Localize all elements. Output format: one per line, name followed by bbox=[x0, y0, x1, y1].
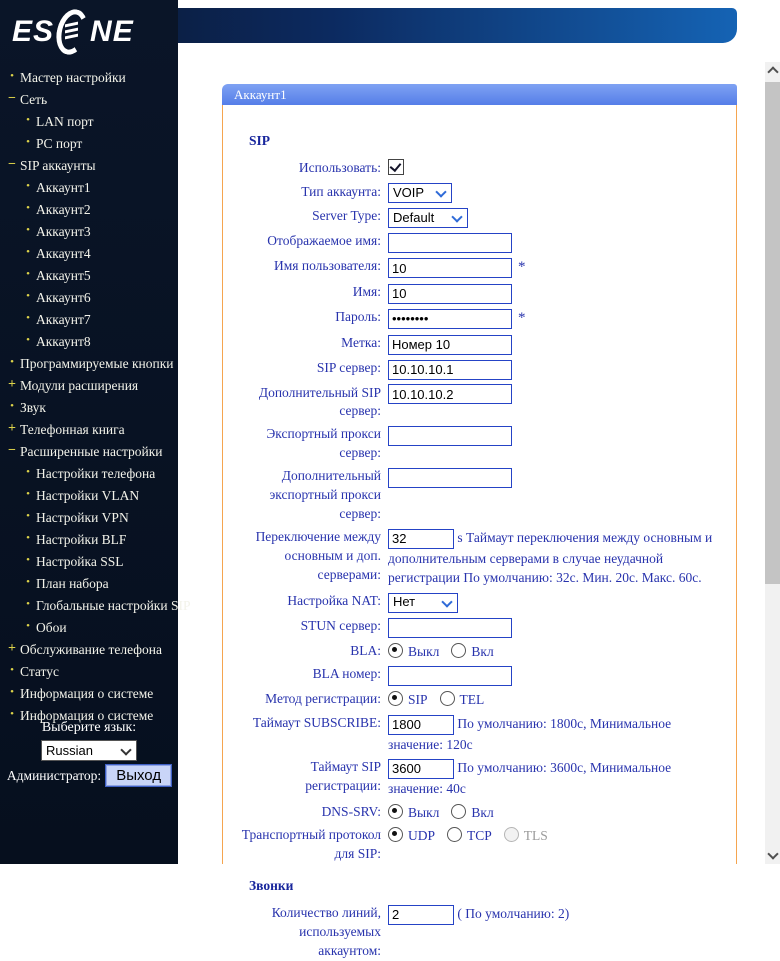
sidebar-item-label: Аккаунт1 bbox=[36, 180, 91, 195]
sidebar-item[interactable] bbox=[0, 462, 178, 484]
scrollbar[interactable] bbox=[765, 62, 780, 864]
field-control bbox=[381, 308, 726, 330]
dot-marker-icon: • bbox=[26, 620, 30, 632]
dot-marker-icon: • bbox=[10, 686, 14, 698]
form-row bbox=[241, 803, 726, 823]
sidebar-item-label: Настройки VLAN bbox=[36, 488, 140, 503]
minus-marker-icon: − bbox=[8, 91, 16, 106]
sidebar-item[interactable] bbox=[0, 418, 178, 440]
text-input[interactable] bbox=[388, 233, 512, 253]
form-row bbox=[241, 232, 726, 253]
radio-label: TCP bbox=[467, 828, 492, 844]
field-control bbox=[381, 257, 726, 279]
scrollbar-thumb[interactable] bbox=[765, 82, 780, 584]
sidebar bbox=[0, 0, 191, 864]
sidebar-item-label: Настройки BLF bbox=[36, 532, 127, 547]
sidebar-item[interactable] bbox=[0, 616, 178, 638]
sidebar-item-label: Глобальные настройки SIP bbox=[36, 598, 191, 613]
select-value: Default bbox=[393, 209, 435, 225]
field-control bbox=[381, 642, 726, 662]
required-asterisk: * bbox=[518, 259, 526, 276]
sidebar-item[interactable] bbox=[0, 66, 178, 88]
text-input[interactable] bbox=[388, 258, 512, 278]
field-control bbox=[381, 425, 726, 463]
sidebar-item-label: Сеть bbox=[20, 92, 48, 107]
text-input[interactable] bbox=[388, 284, 512, 304]
field-control bbox=[381, 826, 726, 864]
sidebar-item-label: Информация о системе bbox=[20, 686, 154, 701]
sidebar-item-label: Информация о системе bbox=[20, 708, 154, 723]
form-row bbox=[241, 642, 726, 662]
field-control bbox=[381, 714, 726, 754]
form-row bbox=[241, 425, 726, 463]
field-control bbox=[381, 467, 726, 524]
form-row bbox=[241, 467, 726, 524]
form-row bbox=[241, 690, 726, 710]
field-label: STUN сервер: bbox=[300, 617, 381, 633]
radio-option[interactable] bbox=[388, 828, 435, 843]
dot-marker-icon: • bbox=[10, 400, 14, 412]
account-panel bbox=[222, 84, 737, 958]
radio-option bbox=[504, 828, 548, 843]
dropdown-select[interactable] bbox=[388, 593, 458, 613]
dot-marker-icon: • bbox=[26, 290, 30, 302]
text-input[interactable] bbox=[388, 335, 512, 355]
field-label: Таймаут SIP регистрации: bbox=[305, 759, 381, 793]
field-control bbox=[381, 384, 726, 422]
radio-button[interactable] bbox=[451, 804, 466, 819]
dot-marker-icon: • bbox=[10, 70, 14, 82]
dropdown-select[interactable] bbox=[388, 183, 452, 203]
radio-button[interactable] bbox=[388, 643, 403, 658]
sidebar-item[interactable] bbox=[0, 330, 178, 352]
select-value: Нет bbox=[393, 594, 416, 610]
sidebar-item[interactable] bbox=[0, 286, 178, 308]
sidebar-item-label: Настройки телефона bbox=[36, 466, 156, 481]
sidebar-item[interactable] bbox=[0, 660, 178, 682]
field-control bbox=[381, 904, 726, 961]
form-row bbox=[241, 384, 726, 422]
radio-button bbox=[504, 827, 519, 842]
select-value: VOIP bbox=[393, 185, 425, 201]
dot-marker-icon: • bbox=[26, 554, 30, 566]
language-box bbox=[0, 720, 178, 786]
radio-label: Выкл bbox=[408, 804, 440, 820]
sidebar-item-label: Настройки VPN bbox=[36, 510, 129, 525]
radio-option[interactable] bbox=[440, 692, 485, 707]
sidebar-item[interactable] bbox=[0, 308, 178, 330]
sidebar-item[interactable] bbox=[0, 88, 178, 110]
dot-marker-icon: • bbox=[26, 268, 30, 280]
sidebar-item[interactable] bbox=[0, 396, 178, 418]
sidebar-menu bbox=[0, 66, 191, 726]
sidebar-item-label: Программируемые кнопки bbox=[20, 356, 174, 371]
radio-button[interactable] bbox=[447, 827, 462, 842]
field-hint: ( По умолчанию: 2) bbox=[454, 905, 570, 921]
form-row bbox=[241, 826, 726, 864]
text-input[interactable] bbox=[388, 905, 454, 925]
sidebar-item-label: Мастер настройки bbox=[20, 70, 126, 85]
form-row bbox=[241, 758, 726, 798]
radio-label: TEL bbox=[459, 692, 485, 708]
sidebar-item[interactable] bbox=[0, 506, 178, 528]
text-input[interactable] bbox=[388, 468, 512, 488]
field-control bbox=[381, 803, 726, 823]
password-input[interactable] bbox=[388, 309, 512, 329]
minus-marker-icon: − bbox=[8, 443, 16, 458]
sidebar-item-label: SIP аккаунты bbox=[20, 158, 96, 173]
field-label: Настройка NAT: bbox=[287, 592, 381, 608]
dot-marker-icon: • bbox=[26, 510, 30, 522]
field-label: Дополнительный экспортный прокси сервер: bbox=[269, 468, 381, 521]
section-heading: Звонки bbox=[249, 877, 294, 893]
field-control bbox=[381, 528, 726, 588]
field-control bbox=[381, 232, 726, 253]
field-hint: s Таймаут переключения между основным и дополнительным серверами в случае неудачной регистрации По умолчанию: 32с. Мин. 20с. Макс. 60с. bbox=[388, 529, 713, 586]
field-label: Количество линий, используемых аккаунтом: bbox=[271, 904, 381, 958]
sidebar-item[interactable] bbox=[0, 484, 178, 506]
field-label: Использовать: bbox=[298, 160, 381, 175]
form-row bbox=[241, 617, 726, 638]
text-input[interactable] bbox=[388, 529, 454, 549]
sidebar-item-label: Статус bbox=[20, 664, 59, 679]
dot-marker-icon: • bbox=[26, 532, 30, 544]
sidebar-item-label: Расширенные настройки bbox=[20, 444, 163, 459]
radio-label: Вкл bbox=[471, 643, 494, 659]
dot-marker-icon: • bbox=[26, 114, 30, 126]
field-control bbox=[381, 665, 726, 686]
sidebar-item[interactable] bbox=[0, 682, 178, 704]
sidebar-item-label: Аккаунт6 bbox=[36, 290, 91, 305]
field-control bbox=[381, 359, 726, 380]
field-hint: По умолчанию: 3600с, Минимальное значение: 40с bbox=[388, 760, 672, 796]
field-hint: По умолчанию: 1800с, Минимальное значение: 120с bbox=[388, 715, 672, 752]
radio-button[interactable] bbox=[388, 804, 403, 819]
sidebar-item[interactable] bbox=[0, 352, 178, 374]
form-row bbox=[241, 257, 726, 279]
field-label: Пароль: bbox=[335, 308, 381, 324]
enable-checkbox[interactable] bbox=[388, 159, 404, 175]
field-label: SIP сервер: bbox=[316, 359, 381, 375]
form-row bbox=[241, 714, 726, 754]
sidebar-item[interactable] bbox=[0, 242, 178, 264]
radio-option[interactable] bbox=[388, 644, 439, 659]
chevron-down-icon bbox=[451, 212, 462, 223]
field-label: Имя: bbox=[352, 284, 381, 300]
dot-marker-icon: • bbox=[26, 334, 30, 346]
logout-button[interactable]: Выход bbox=[106, 765, 171, 786]
field-control bbox=[381, 334, 726, 355]
logo-text-left: ES bbox=[12, 15, 55, 48]
dot-marker-icon: • bbox=[26, 576, 30, 588]
radio-button[interactable] bbox=[388, 827, 403, 842]
dot-marker-icon: • bbox=[26, 598, 30, 610]
field-label: Транспортный протокол для SIP: bbox=[241, 827, 381, 861]
sidebar-item[interactable] bbox=[0, 440, 178, 462]
sidebar-item-label: Аккаунт4 bbox=[36, 246, 91, 261]
text-input[interactable] bbox=[388, 360, 512, 380]
dropdown-select[interactable] bbox=[388, 208, 468, 228]
field-label: Метка: bbox=[341, 334, 381, 350]
text-input[interactable] bbox=[388, 759, 454, 779]
sidebar-item-label: Настройка SSL bbox=[36, 554, 124, 569]
form-row bbox=[241, 665, 726, 686]
sidebar-item[interactable] bbox=[0, 154, 178, 176]
dot-marker-icon: • bbox=[26, 488, 30, 500]
radio-button[interactable] bbox=[451, 643, 466, 658]
dot-marker-icon: • bbox=[10, 356, 14, 368]
sidebar-item-label: Аккаунт8 bbox=[36, 334, 91, 349]
sidebar-item-label: Телефонная книга bbox=[20, 422, 125, 437]
field-label: Server Type: bbox=[312, 208, 381, 224]
field-control bbox=[381, 283, 726, 304]
field-label: BLA номер: bbox=[312, 666, 381, 682]
sidebar-item[interactable] bbox=[0, 264, 178, 286]
form-row bbox=[241, 207, 726, 228]
language-select-value: Russian bbox=[46, 743, 93, 758]
dot-marker-icon: • bbox=[10, 664, 14, 676]
sidebar-item-label: План набора bbox=[36, 576, 109, 591]
sidebar-item-label: Звук bbox=[20, 400, 46, 415]
radio-option[interactable] bbox=[447, 828, 492, 843]
field-control bbox=[381, 758, 726, 798]
text-input[interactable] bbox=[388, 618, 512, 638]
form-row bbox=[241, 159, 726, 179]
field-label: BLA: bbox=[350, 642, 381, 658]
plus-marker-icon: + bbox=[8, 377, 16, 392]
sidebar-item[interactable] bbox=[0, 374, 178, 396]
sidebar-item[interactable] bbox=[0, 132, 178, 154]
sidebar-item-label: Модули расширения bbox=[20, 378, 139, 393]
field-control bbox=[381, 690, 726, 710]
form-row bbox=[241, 283, 726, 304]
form-row bbox=[241, 528, 726, 588]
radio-label: Вкл bbox=[471, 804, 494, 820]
sidebar-item[interactable] bbox=[0, 572, 178, 594]
field-control bbox=[381, 207, 726, 228]
field-label: Метод регистрации: bbox=[265, 691, 381, 707]
text-input[interactable] bbox=[388, 384, 512, 404]
form-row bbox=[241, 183, 726, 204]
chevron-down-icon bbox=[441, 596, 452, 607]
dot-marker-icon: • bbox=[26, 224, 30, 236]
sidebar-item[interactable] bbox=[0, 198, 178, 220]
field-label: Отображаемое имя: bbox=[267, 233, 381, 249]
dot-marker-icon: • bbox=[26, 312, 30, 324]
dot-marker-icon: • bbox=[26, 180, 30, 192]
logo-text-right: NE bbox=[90, 15, 134, 48]
minus-marker-icon: − bbox=[8, 157, 16, 172]
sidebar-item[interactable] bbox=[0, 110, 178, 132]
radio-label: SIP bbox=[408, 692, 428, 708]
radio-label: UDP bbox=[408, 828, 436, 844]
text-input[interactable] bbox=[388, 715, 454, 735]
escene-logo bbox=[12, 8, 134, 56]
radio-option[interactable] bbox=[388, 805, 439, 820]
sidebar-item-label: Обслуживание телефона bbox=[20, 642, 162, 657]
field-label: Дополнительный SIP сервер: bbox=[258, 384, 381, 419]
field-label: Имя пользователя: bbox=[274, 258, 381, 274]
sidebar-item-label: Аккаунт3 bbox=[36, 224, 91, 239]
radio-option[interactable] bbox=[388, 692, 428, 707]
form-row bbox=[241, 334, 726, 355]
text-input[interactable] bbox=[388, 666, 512, 686]
sidebar-item[interactable] bbox=[0, 176, 178, 198]
radio-button[interactable] bbox=[440, 691, 455, 706]
field-label: Переключение между основным и доп. серверами: bbox=[255, 528, 381, 582]
section-heading: SIP bbox=[249, 133, 271, 148]
plus-marker-icon: + bbox=[8, 421, 16, 436]
chevron-down-icon bbox=[435, 187, 446, 198]
admin-label: Администратор: bbox=[6, 767, 102, 783]
sidebar-item-label: Аккаунт2 bbox=[36, 202, 91, 217]
form-row bbox=[241, 308, 726, 330]
required-asterisk: * bbox=[518, 309, 526, 326]
sidebar-item-label: LAN порт bbox=[36, 114, 94, 129]
form-row bbox=[241, 592, 726, 613]
logo-c-swoosh-icon bbox=[57, 9, 87, 55]
scroll-up-button[interactable] bbox=[765, 62, 780, 79]
sidebar-item[interactable] bbox=[0, 220, 178, 242]
sidebar-item[interactable] bbox=[0, 528, 178, 550]
chevron-down-icon bbox=[767, 848, 778, 859]
radio-option[interactable] bbox=[451, 805, 493, 820]
panel-title: Аккаунт1 bbox=[222, 84, 737, 105]
field-label: DNS-SRV: bbox=[321, 803, 381, 819]
language-select[interactable] bbox=[41, 740, 137, 761]
text-input[interactable] bbox=[388, 426, 512, 446]
sidebar-item[interactable] bbox=[0, 638, 178, 660]
form-row bbox=[241, 904, 726, 961]
sidebar-item[interactable] bbox=[0, 594, 191, 616]
dot-marker-icon: • bbox=[10, 708, 14, 720]
chevron-up-icon bbox=[767, 66, 778, 77]
sidebar-item-label: Аккаунт7 bbox=[36, 312, 91, 327]
radio-label: TLS bbox=[523, 828, 548, 844]
language-label: Выберите язык: bbox=[41, 720, 137, 735]
plus-marker-icon: + bbox=[8, 641, 16, 656]
field-label: Экспортный прокси сервер: bbox=[266, 426, 381, 461]
field-label: Тип аккаунта: bbox=[301, 183, 381, 199]
field-control bbox=[381, 617, 726, 638]
field-label: Таймаут SUBSCRIBE: bbox=[252, 714, 381, 730]
sidebar-item-label: PC порт bbox=[36, 136, 83, 151]
field-control bbox=[381, 183, 726, 204]
sip-account-form bbox=[222, 105, 737, 958]
radio-button[interactable] bbox=[388, 691, 403, 706]
dot-marker-icon: • bbox=[26, 136, 30, 148]
field-control bbox=[381, 159, 726, 179]
chevron-down-icon bbox=[120, 744, 131, 755]
field-control bbox=[381, 592, 726, 613]
radio-label: Выкл bbox=[408, 643, 440, 659]
dot-marker-icon: • bbox=[26, 246, 30, 258]
sidebar-item[interactable] bbox=[0, 550, 178, 572]
dot-marker-icon: • bbox=[26, 466, 30, 478]
scroll-down-button[interactable] bbox=[765, 847, 780, 864]
radio-option[interactable] bbox=[451, 644, 493, 659]
form-row bbox=[241, 359, 726, 380]
dot-marker-icon: • bbox=[26, 202, 30, 214]
sidebar-item-label: Аккаунт5 bbox=[36, 268, 91, 283]
sidebar-item-label: Обои bbox=[36, 620, 67, 635]
